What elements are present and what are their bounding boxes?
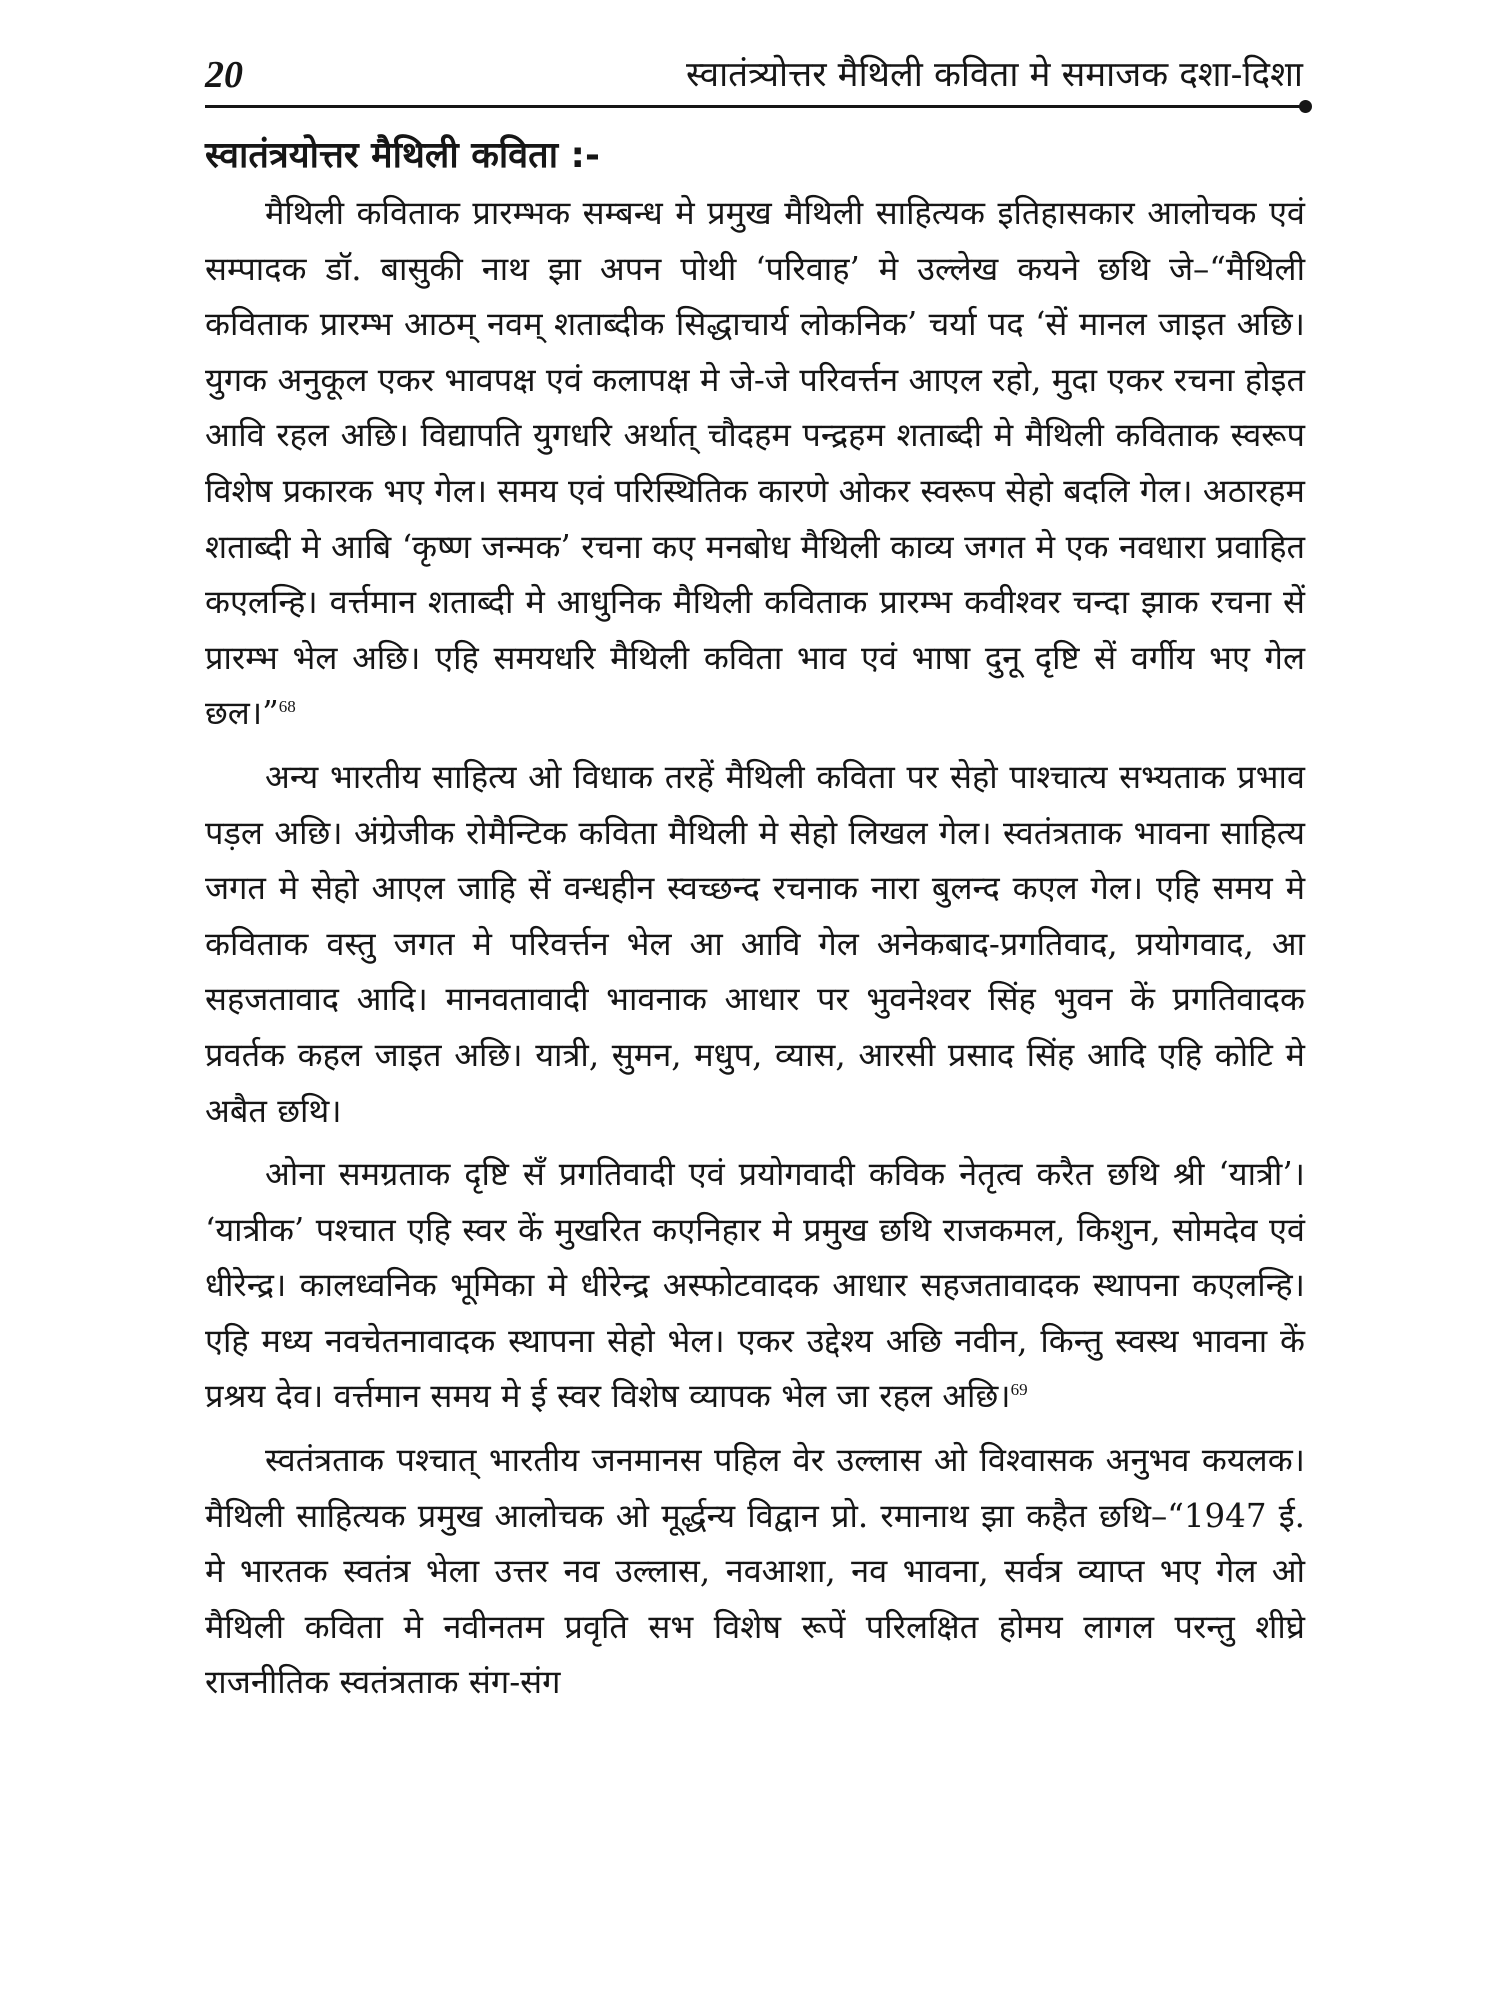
paragraph-3 bbox=[205, 1147, 1305, 1425]
paragraph-text: अन्य भारतीय साहित्य ओ विधाक तरहें मैथिली कविता पर सेहो पाश्चात्य सभ्यताक प्रभाव पड़ल अछि। अंग्रेजीक रोमैन्टिक कविता मैथिली मे सेहो लिखल गेल। स्वतंत्रताक भावना साहित्य जगत मे सेहो आएल जाहि सें वन्धहीन स्वच्छन्द रचनाक नारा बुलन्द कएल गेल। एहि समय मे कविताक वस्तु जगत मे परिवर्त्तन भेल आ आवि गेल अनेकबाद-प्रगतिवाद, प्रयोगवाद, आ सहजतावाद आदि। मानवतावादी भावनाक आधार पर भुवनेश्वर सिंह भुवन कें प्रगतिवादक प्रवर्तक कहल जाइत अछि। यात्री, सुमन, मधुप, व्यास, आरसी प्रसाद सिंह आदि एहि कोटि मे अबैत छथि। bbox=[205, 757, 1305, 1130]
section-heading: स्वातंत्रयोत्तर मैथिली कविता :- bbox=[205, 135, 600, 176]
running-title: स्वातंत्र्योत्तर मैथिली कविता मे समाजक दशा-दिशा bbox=[686, 55, 1303, 95]
paragraph-text: ओना समग्रताक दृष्टि सँ प्रगतिवादी एवं प्रयोगवादी कविक नेतृत्व करैत छथि श्री ‘यात्री’। ‘यात्रीक’ पश्चात एहि स्वर कें मुखरित कएनिहार मे प्रमुख छथि राजकमल, किशुन, सोमदेव एवं धीरेन्द्र। कालध्वनिक भूमिका मे धीरेन्द्र अस्फोटवादक आधार सहजतावादक स्थापना कएलन्हि। एहि मध्य नवचेतनावादक स्थापना सेहो भेल। एकर उद्देश्य अछि नवीन, किन्तु स्वस्थ भावना कें प्रश्रय देव। वर्त्तमान समय मे ई स्वर विशेष व्यापक भेल जा रहल अछि। bbox=[205, 1155, 1305, 1416]
paragraph-1 bbox=[205, 186, 1305, 742]
page-number: 20 bbox=[205, 54, 243, 96]
header-rule bbox=[205, 105, 1305, 108]
paragraph-text: स्वतंत्रताक पश्चात् भारतीय जनमानस पहिल वेर उल्लास ओ विश्वासक अनुभव कयलक। मैथिली साहित्यक प्रमुख आलोचक ओ मूर्द्धन्य विद्वान प्रो. रमानाथ झा कहैत छथि–“1947 ई. मे भारतक स्वतंत्र भेला उत्तर नव उल्लास, नवआशा, नव भावना, सर्वत्र व्याप्त भए गेल ओ मैथिली कविता मे नवीनतम प्रवृति सभ विशेष रूपें परिलक्षित होमय लागल परन्तु शीघ्रे राजनीतिक स्वतंत्रताक संग-संग bbox=[205, 1441, 1305, 1702]
header-rule-dot bbox=[1299, 100, 1312, 113]
footnote-ref-69: 69 bbox=[1010, 1380, 1028, 1400]
paragraph-4 bbox=[205, 1433, 1305, 1711]
paragraph-2 bbox=[205, 750, 1305, 1139]
page-header bbox=[205, 50, 1315, 110]
page-body bbox=[205, 128, 1305, 1719]
paragraph-text: मैथिली कविताक प्रारम्भक सम्बन्ध मे प्रमुख मैथिली साहित्यक इतिहासकार आलोचक एवं सम्पादक डॉ. बासुकी नाथ झा अपन पोथी ‘परिवाह’ मे उल्लेख कयने छथि जे–“मैथिली कविताक प्रारम्भ आठम् नवम् शताब्दीक सिद्धाचार्य लोकनिक’ चर्या पद ‘सें मानल जाइत अछि। युगक अनुकूल एकर भावपक्ष एवं कलापक्ष मे जे-जे परिवर्त्तन आएल रहो, मुदा एकर रचना होइत आवि रहल अछि। विद्यापति युगधरि अर्थात् चौदहम पन्द्रहम शताब्दी मे मैथिली कविताक स्वरूप विशेष प्रकारक भए गेल। समय एवं परिस्थितिक कारणे ओकर स्वरूप सेहो बदलि गेल। अठारहम शताब्दी मे आबि ‘कृष्ण जन्मक’ रचना कए मनबोध मैथिली काव्य जगत मे एक नवधारा प्रवाहित कएलन्हि। वर्त्तमान शताब्दी मे आधुनिक मैथिली कविताक प्रारम्भ कवीश्वर चन्दा झाक रचना सें प्रारम्भ भेल अछि। एहि समयधरि मैथिली कविता भाव एवं भाषा दुनू दृष्टि सें वर्गीय भए गेल छल।” bbox=[205, 194, 1305, 733]
footnote-ref-68: 68 bbox=[278, 697, 296, 717]
